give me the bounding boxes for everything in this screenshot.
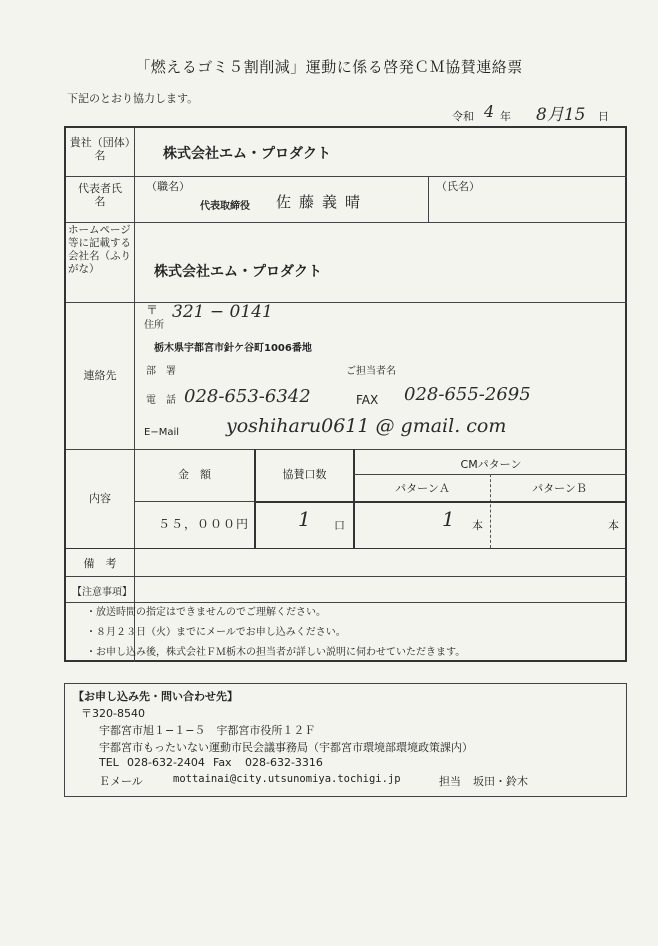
date-era: 令和 (452, 110, 474, 123)
amount-value[interactable]: ５５，０００円 (158, 517, 250, 531)
email-label: E−Mail (144, 427, 180, 438)
pattern-b-label: パターンＢ (532, 482, 587, 495)
pattern-label: CMパターン (460, 458, 522, 471)
amount-label: 金 額 (178, 468, 211, 481)
homepage-name-value[interactable]: 株式会社エム・プロダクト (154, 264, 322, 280)
units-suffix: 口 (334, 519, 345, 532)
date-day-unit: 日 (598, 110, 609, 123)
address-label: 住所 (144, 320, 164, 331)
contact-heading: 【お申し込み先・問い合わせ先】 (73, 690, 238, 703)
contact-tel-label: TEL (99, 756, 119, 769)
rep-name-value[interactable]: 佐藤義晴 (276, 193, 369, 211)
phone-value[interactable]: 028-653-6342 (184, 386, 311, 407)
contact-person: 坂田・鈴木 (473, 775, 528, 788)
postal-mark: 〒 (146, 303, 159, 317)
homepage-name-label: ホームページ等に記載する会社名（ふりがな） (68, 224, 131, 275)
units-label: 協賛口数 (282, 468, 327, 481)
contact-person-label: 担当 (439, 775, 461, 788)
note-item: ・お申し込み後，株式会社ＦＭ栃木の担当者が詳しい説明に伺わせていただきます。 (86, 647, 466, 658)
fax-value[interactable]: 028-655-2695 (404, 384, 531, 405)
document-title: 「燃えるゴミ５割削減」運動に係る啓発ＣＭ協賛連絡票 (135, 58, 523, 76)
company-label: 貴社（団体）名 (69, 136, 131, 162)
note-item: ・放送時間の指定はできませんのでご理解ください。 (86, 607, 326, 618)
contact-tel[interactable]: 028-632-2404 (127, 756, 205, 769)
department-label: 部 署 (146, 366, 176, 377)
contact-label: 連絡先 (83, 369, 117, 382)
remarks-field[interactable] (136, 578, 624, 598)
representative-label: 代表者氏名 (78, 182, 122, 208)
pattern-a-label: パターンＡ (395, 482, 450, 495)
company-name-value[interactable]: 株式会社エム・プロダクト (163, 146, 331, 162)
contact-email-label: Ｅメール (99, 775, 143, 788)
rep-name-label: （氏名） (436, 180, 480, 193)
intro-text: 下記のとおり協力します。 (67, 92, 199, 105)
inquiry-contact-box (64, 683, 627, 797)
contact-email[interactable]: mottainai@city.utsunomiya.tochigi.jp (173, 773, 401, 785)
units-value[interactable]: 1 (298, 507, 311, 531)
notes-heading: 【注意事項】 (72, 587, 132, 598)
contact-office: 宇都宮市もったいない運動市民会議事務局（宇都宮市環境部環境政策課内） (99, 741, 473, 754)
contact-address: 宇都宮市旭１−１−５ 宇都宮市役所１２Ｆ (99, 724, 316, 737)
date-year: 4 (484, 102, 495, 121)
remarks-label: 備 考 (83, 557, 117, 570)
pattern-a-value[interactable]: 1 (442, 507, 455, 531)
postal-code-value[interactable]: 321 − 0141 (172, 302, 273, 322)
address-value[interactable]: 栃木県宇都宮市針ケ谷町1006番地 (154, 343, 312, 354)
pattern-a-suffix: 本 (472, 519, 483, 532)
rep-title-label: （職名） (146, 180, 190, 193)
date-month-day: 8月15 (536, 105, 586, 125)
email-value[interactable]: yoshiharu0611 @ gmail. com (226, 415, 507, 437)
pattern-b-suffix: 本 (608, 519, 619, 532)
content-label: 内容 (89, 492, 111, 505)
rep-title-value[interactable]: 代表取締役 (200, 201, 250, 212)
phone-label: 電 話 (146, 395, 176, 406)
person-label: ご担当者名 (346, 366, 396, 377)
contact-fax[interactable]: 028-632-3316 (245, 756, 323, 769)
contact-fax-label: Fax (213, 756, 232, 769)
date-year-unit: 年 (500, 110, 511, 123)
note-item: ・８月２３日（火）までにメールでお申し込みください。 (86, 627, 346, 638)
contact-postal: 〒320-8540 (81, 707, 145, 720)
fax-label: FAX (356, 393, 379, 407)
cm-sponsorship-form (64, 126, 627, 662)
